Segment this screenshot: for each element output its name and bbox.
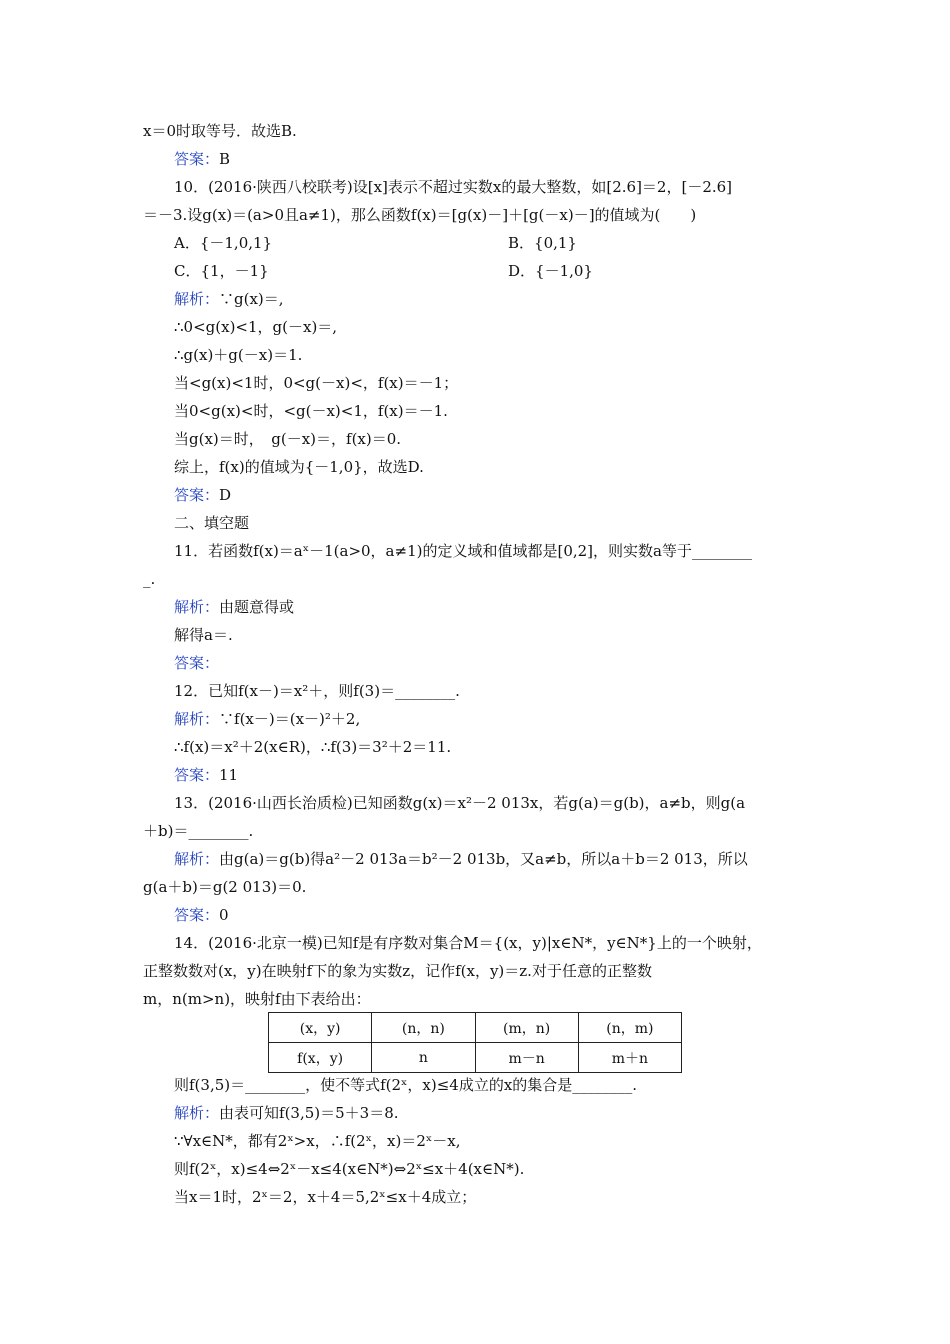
table-cell: n <box>372 1043 475 1073</box>
analysis-label: 解析： <box>174 710 220 728</box>
question-10-line-1: 10．(2016·陕西八校联考)设[x]表示不超过实数x的最大整数，如[2.6]＝2，[－2.6] <box>174 178 733 196</box>
text-line: 当g(x)＝时， g(－x)＝，f(x)＝0. <box>174 430 402 448</box>
text-line: 当0<g(x)<时，<g(－x)<1，f(x)＝－1. <box>174 402 448 420</box>
analysis-text: 由题意得或 <box>219 598 295 616</box>
answer-line <box>174 149 230 169</box>
table-row <box>269 1013 682 1043</box>
analysis-line <box>174 1103 399 1123</box>
answer-line <box>174 485 231 505</box>
text-line: ∴f(x)＝x²＋2(x∈R)，∴f(3)＝3²＋2＝11. <box>174 738 452 756</box>
text-line: 当<g(x)<1时，0<g(－x)<，f(x)＝－1； <box>174 374 459 392</box>
analysis-line <box>174 709 360 729</box>
analysis-text: ∵g(x)＝, <box>219 290 284 308</box>
text-line: 则f(2ˣ，x)≤4⇔2ˣ－x≤4(x∈N*)⇔2ˣ≤x＋4(x∈N*). <box>174 1160 525 1178</box>
text-line: 解得a＝. <box>174 626 233 644</box>
question-12: 12．已知f(x－)＝x²＋，则f(3)＝________. <box>174 682 460 700</box>
answer-value: B <box>219 150 231 168</box>
table-cell: (n，n) <box>372 1013 475 1043</box>
question-14-line-4: 则f(3,5)＝________，使不等式f(2ˣ，x)≤4成立的x的集合是________. <box>174 1076 638 1094</box>
table-row <box>269 1043 682 1073</box>
text-line: 当x＝1时，2ˣ＝2，x＋4＝5,2ˣ≤x＋4成立； <box>174 1188 477 1206</box>
text-line: x＝0时取等号．故选B. <box>143 122 297 140</box>
section-heading: 二、填空题 <box>174 514 250 532</box>
question-10-line-2: ＝－3.设g(x)＝(a>0且a≠1)，那么函数f(x)＝[g(x)－]＋[g(－x)－]的值域为( ) <box>143 206 697 224</box>
answer-label: 答案： <box>174 150 220 168</box>
answer-value: D <box>219 486 232 504</box>
analysis-label: 解析： <box>174 290 220 308</box>
table-cell: (m，n) <box>475 1013 578 1043</box>
table-cell: f(x，y) <box>269 1043 372 1073</box>
analysis-line <box>174 597 294 617</box>
option-a: A．{－1,0,1} <box>174 234 273 252</box>
answer-line <box>174 765 238 785</box>
text-line: 综上，f(x)的值域为{－1,0}，故选D. <box>174 458 424 476</box>
answer-label: 答案： <box>174 906 220 924</box>
table-cell: (n，m) <box>578 1013 681 1043</box>
mapping-table <box>268 1012 682 1073</box>
question-14-line-1: 14．(2016·北京一模)已知f是有序数对集合M＝{(x，y)|x∈N*，y∈N*}上的一个映射， <box>174 934 762 952</box>
option-b: B．{0,1} <box>508 234 577 252</box>
table-cell: m－n <box>475 1043 578 1073</box>
table-cell: (x，y) <box>269 1013 372 1043</box>
answer-line <box>174 905 229 925</box>
answer-label: 答案： <box>174 766 220 784</box>
option-c: C．{1，－1} <box>174 262 269 280</box>
question-13-line-1: 13．(2016·山西长治质检)已知函数g(x)＝x²－2 013x，若g(a)＝g(b)，a≠b，则g(a <box>174 794 746 812</box>
text-line: ∴0<g(x)<1，g(－x)＝, <box>174 318 338 336</box>
table-cell: m＋n <box>578 1043 681 1073</box>
answer-label: 答案： <box>174 486 220 504</box>
answer-label: 答案： <box>174 654 220 672</box>
answer-value: 11 <box>219 766 239 784</box>
text-line: ∵∀x∈N*，都有2ˣ>x，∴f(2ˣ，x)＝2ˣ－x, <box>174 1132 461 1150</box>
analysis-label: 解析： <box>174 850 220 868</box>
analysis-label: 解析： <box>174 598 220 616</box>
question-14-line-2: 正整数数对(x，y)在映射f下的象为实数z，记作f(x，y)＝z.对于任意的正整数 <box>143 962 652 980</box>
question-11-line-1: 11．若函数f(x)＝aˣ－1(a>0，a≠1)的定义域和值域都是[0,2]，则实数a等于________ <box>174 542 752 560</box>
text-line: ∴g(x)＋g(－x)＝1. <box>174 346 303 364</box>
analysis-line <box>174 289 284 309</box>
option-d: D．{－1,0} <box>508 262 593 280</box>
analysis-text: ∵f(x－)＝(x－)²＋2, <box>219 710 361 728</box>
question-11-line-2: _. <box>143 570 156 588</box>
answer-value: 0 <box>219 906 229 924</box>
question-13-line-2: ＋b)＝________. <box>143 822 254 840</box>
analysis-text: 由表可知f(3,5)＝5＋3＝8. <box>219 1104 399 1122</box>
question-14-line-3: m，n(m>n)，映射f由下表给出： <box>143 990 371 1008</box>
analysis-line <box>174 849 748 869</box>
text-line: g(a＋b)＝g(2 013)＝0. <box>143 878 307 896</box>
analysis-label: 解析： <box>174 1104 220 1122</box>
analysis-text: 由g(a)＝g(b)得a²－2 013a＝b²－2 013b，又a≠b，所以a＋b＝2 013，所以 <box>219 850 748 868</box>
